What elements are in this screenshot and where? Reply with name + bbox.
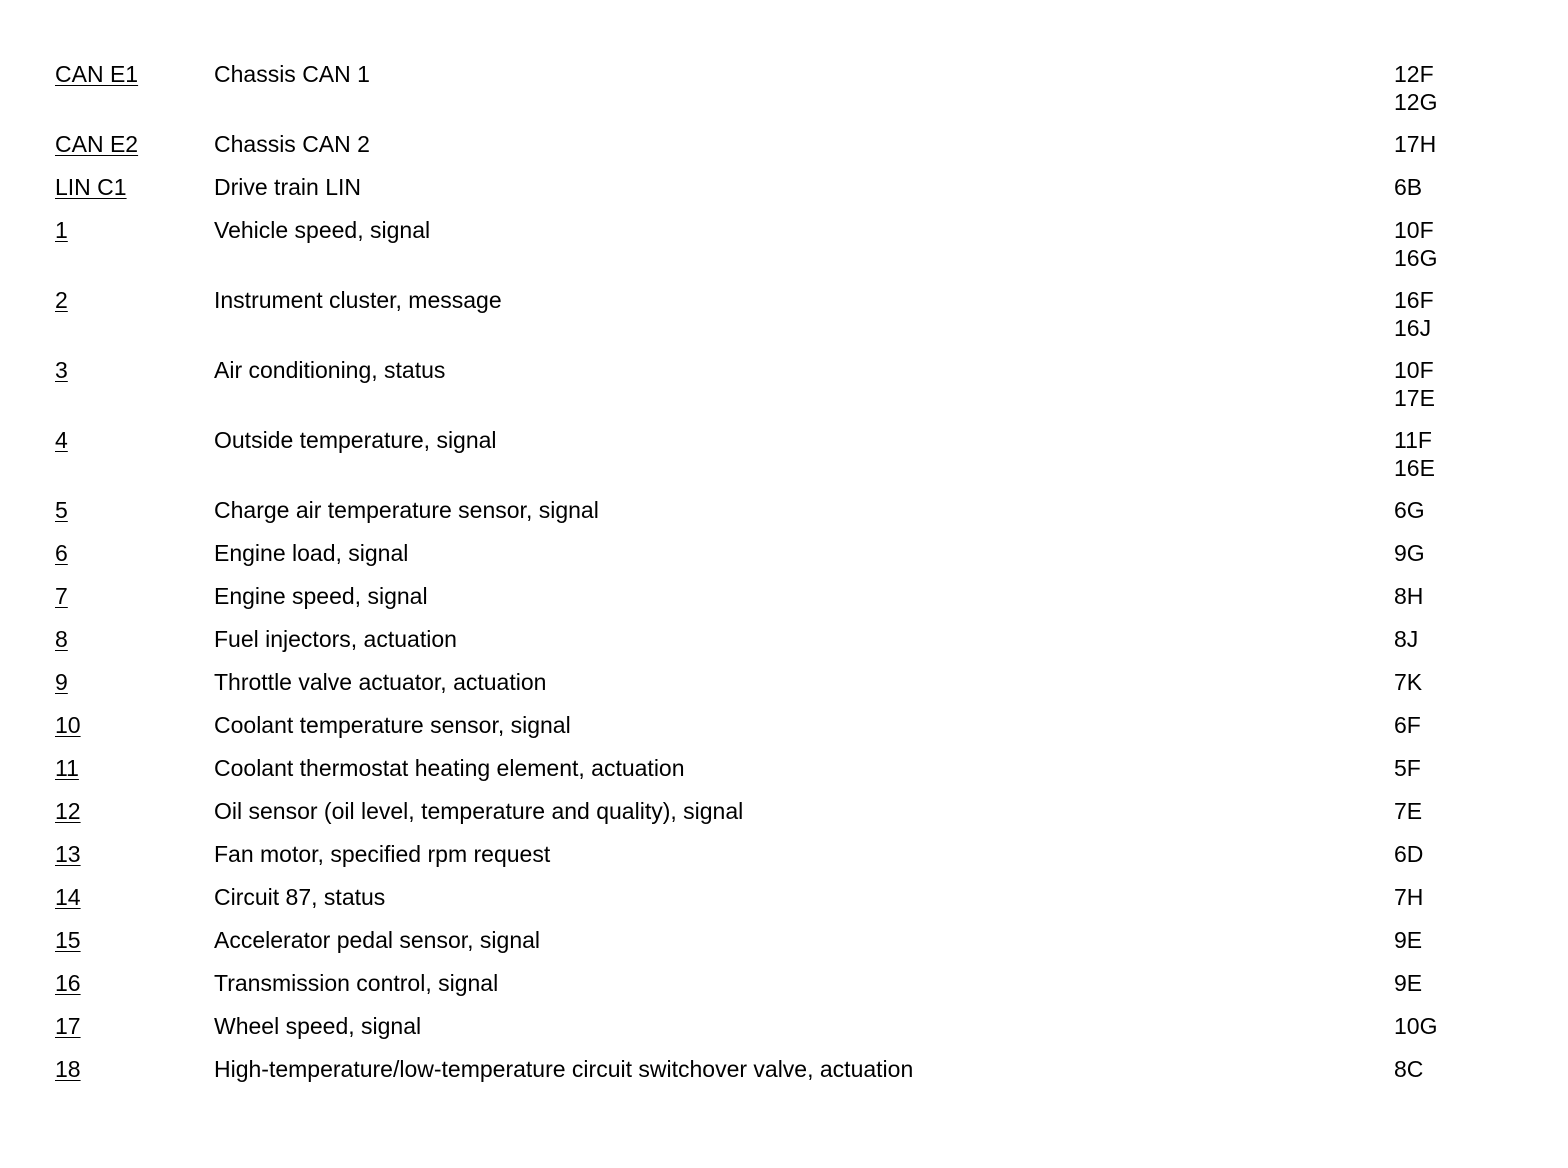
- legend-grid-refs: [1394, 496, 1425, 524]
- legend-row: [55, 926, 1515, 969]
- grid-ref: 16E: [1394, 455, 1435, 481]
- legend-grid-refs: [1394, 60, 1437, 116]
- legend-code-link[interactable]: CAN E1: [55, 61, 139, 87]
- grid-ref: 6B: [1394, 174, 1423, 200]
- grid-ref: 7K: [1394, 669, 1423, 695]
- legend-code-link[interactable]: 10: [55, 712, 81, 738]
- legend-grid-refs: [1394, 130, 1436, 158]
- legend-description: Chassis CAN 1: [214, 61, 370, 87]
- legend-code-link[interactable]: 11: [55, 755, 79, 781]
- grid-ref: 6D: [1394, 841, 1424, 867]
- legend-grid-refs: [1394, 926, 1422, 954]
- grid-ref: 8J: [1394, 626, 1419, 652]
- legend-description: Outside temperature, signal: [214, 427, 497, 453]
- legend-code-link[interactable]: 6: [55, 540, 68, 566]
- legend-description: Instrument cluster, message: [214, 287, 502, 313]
- legend-row: [55, 883, 1515, 926]
- legend-code-link[interactable]: CAN E2: [55, 131, 139, 157]
- grid-ref: 12G: [1394, 89, 1438, 115]
- grid-ref: 9G: [1394, 540, 1425, 566]
- legend-row: [55, 625, 1515, 668]
- legend-row: [55, 582, 1515, 625]
- legend-grid-refs: [1394, 969, 1422, 997]
- legend-grid-refs: [1394, 883, 1423, 911]
- legend-grid-refs: [1394, 1055, 1423, 1083]
- legend-description: Vehicle speed, signal: [214, 217, 431, 243]
- grid-ref: 9E: [1394, 970, 1423, 996]
- grid-ref: 7E: [1394, 798, 1423, 824]
- grid-ref: 10F: [1394, 217, 1434, 243]
- legend-grid-refs: [1394, 539, 1425, 567]
- legend-code-link[interactable]: 8: [55, 626, 68, 652]
- legend-description: Fuel injectors, actuation: [214, 626, 457, 652]
- grid-ref: 7H: [1394, 884, 1424, 910]
- legend-code-link[interactable]: 2: [55, 287, 68, 313]
- grid-ref: 16F: [1394, 287, 1434, 313]
- legend-code-link[interactable]: 3: [55, 357, 68, 383]
- legend-row: [55, 840, 1515, 883]
- grid-ref: 10F: [1394, 357, 1434, 383]
- grid-ref: 9E: [1394, 927, 1423, 953]
- legend-description: Transmission control, signal: [214, 970, 499, 996]
- legend-code-link[interactable]: 17: [55, 1013, 81, 1039]
- legend-description: Charge air temperature sensor, signal: [214, 497, 599, 523]
- legend-description: Fan motor, specified rpm request: [214, 841, 551, 867]
- grid-ref: 8H: [1394, 583, 1424, 609]
- legend-row: [55, 1012, 1515, 1055]
- legend-description: Wheel speed, signal: [214, 1013, 422, 1039]
- legend-row: [55, 216, 1515, 286]
- legend-grid-refs: [1394, 286, 1434, 342]
- grid-ref: 17E: [1394, 385, 1435, 411]
- grid-ref: 17H: [1394, 131, 1437, 157]
- legend-row: [55, 356, 1515, 426]
- legend-code-link[interactable]: 15: [55, 927, 81, 953]
- legend-grid-refs: [1394, 173, 1422, 201]
- legend-row: [55, 286, 1515, 356]
- legend-grid-refs: [1394, 582, 1423, 610]
- signal-legend-table: [55, 60, 1515, 1098]
- legend-code-link[interactable]: 18: [55, 1056, 81, 1082]
- legend-code-link[interactable]: 13: [55, 841, 81, 867]
- legend-grid-refs: [1394, 426, 1435, 482]
- legend-grid-refs: [1394, 668, 1422, 696]
- legend-description: Throttle valve actuator, actuation: [214, 669, 547, 695]
- legend-code-link[interactable]: 4: [55, 427, 68, 453]
- legend-description: Air conditioning, status: [214, 357, 446, 383]
- legend-row: [55, 969, 1515, 1012]
- legend-description: Coolant thermostat heating element, actuation: [214, 755, 685, 781]
- legend-grid-refs: [1394, 754, 1421, 782]
- grid-ref: 6G: [1394, 497, 1425, 523]
- legend-code-link[interactable]: 1: [55, 217, 68, 243]
- grid-ref: 5F: [1394, 755, 1421, 781]
- legend-row: [55, 711, 1515, 754]
- grid-ref: 12F: [1394, 61, 1434, 87]
- legend-row: [55, 754, 1515, 797]
- legend-grid-refs: [1394, 356, 1435, 412]
- legend-row: [55, 426, 1515, 496]
- legend-description: Oil sensor (oil level, temperature and quality), signal: [214, 798, 744, 824]
- legend-grid-refs: [1394, 797, 1422, 825]
- legend-grid-refs: [1394, 840, 1423, 868]
- legend-grid-refs: [1394, 625, 1418, 653]
- grid-ref: 16G: [1394, 245, 1438, 271]
- legend-code-link[interactable]: LIN C1: [55, 174, 127, 200]
- legend-row: [55, 496, 1515, 539]
- grid-ref: 10G: [1394, 1013, 1438, 1039]
- legend-code-link[interactable]: 7: [55, 583, 68, 609]
- legend-row: [55, 173, 1515, 216]
- legend-row: [55, 1055, 1515, 1098]
- legend-row: [55, 60, 1515, 130]
- legend-row: [55, 130, 1515, 173]
- legend-description: High-temperature/low-temperature circuit switchover valve, actuation: [214, 1056, 914, 1082]
- legend-description: Circuit 87, status: [214, 884, 386, 910]
- legend-grid-refs: [1394, 216, 1437, 272]
- grid-ref: 16J: [1394, 315, 1432, 341]
- grid-ref: 8C: [1394, 1056, 1424, 1082]
- legend-code-link[interactable]: 9: [55, 669, 68, 695]
- legend-description: Drive train LIN: [214, 174, 361, 200]
- legend-row: [55, 539, 1515, 582]
- legend-description: Coolant temperature sensor, signal: [214, 712, 571, 738]
- legend-row: [55, 797, 1515, 840]
- grid-ref: 11F: [1394, 427, 1432, 453]
- legend-grid-refs: [1394, 1012, 1437, 1040]
- legend-description: Engine load, signal: [214, 540, 409, 566]
- legend-description: Engine speed, signal: [214, 583, 428, 609]
- legend-code-link[interactable]: 14: [55, 884, 81, 910]
- legend-code-link[interactable]: 16: [55, 970, 81, 996]
- legend-description: Accelerator pedal sensor, signal: [214, 927, 541, 953]
- legend-description: Chassis CAN 2: [214, 131, 370, 157]
- legend-code-link[interactable]: 12: [55, 798, 81, 824]
- legend-grid-refs: [1394, 711, 1421, 739]
- legend-row: [55, 668, 1515, 711]
- grid-ref: 6F: [1394, 712, 1421, 738]
- legend-code-link[interactable]: 5: [55, 497, 68, 523]
